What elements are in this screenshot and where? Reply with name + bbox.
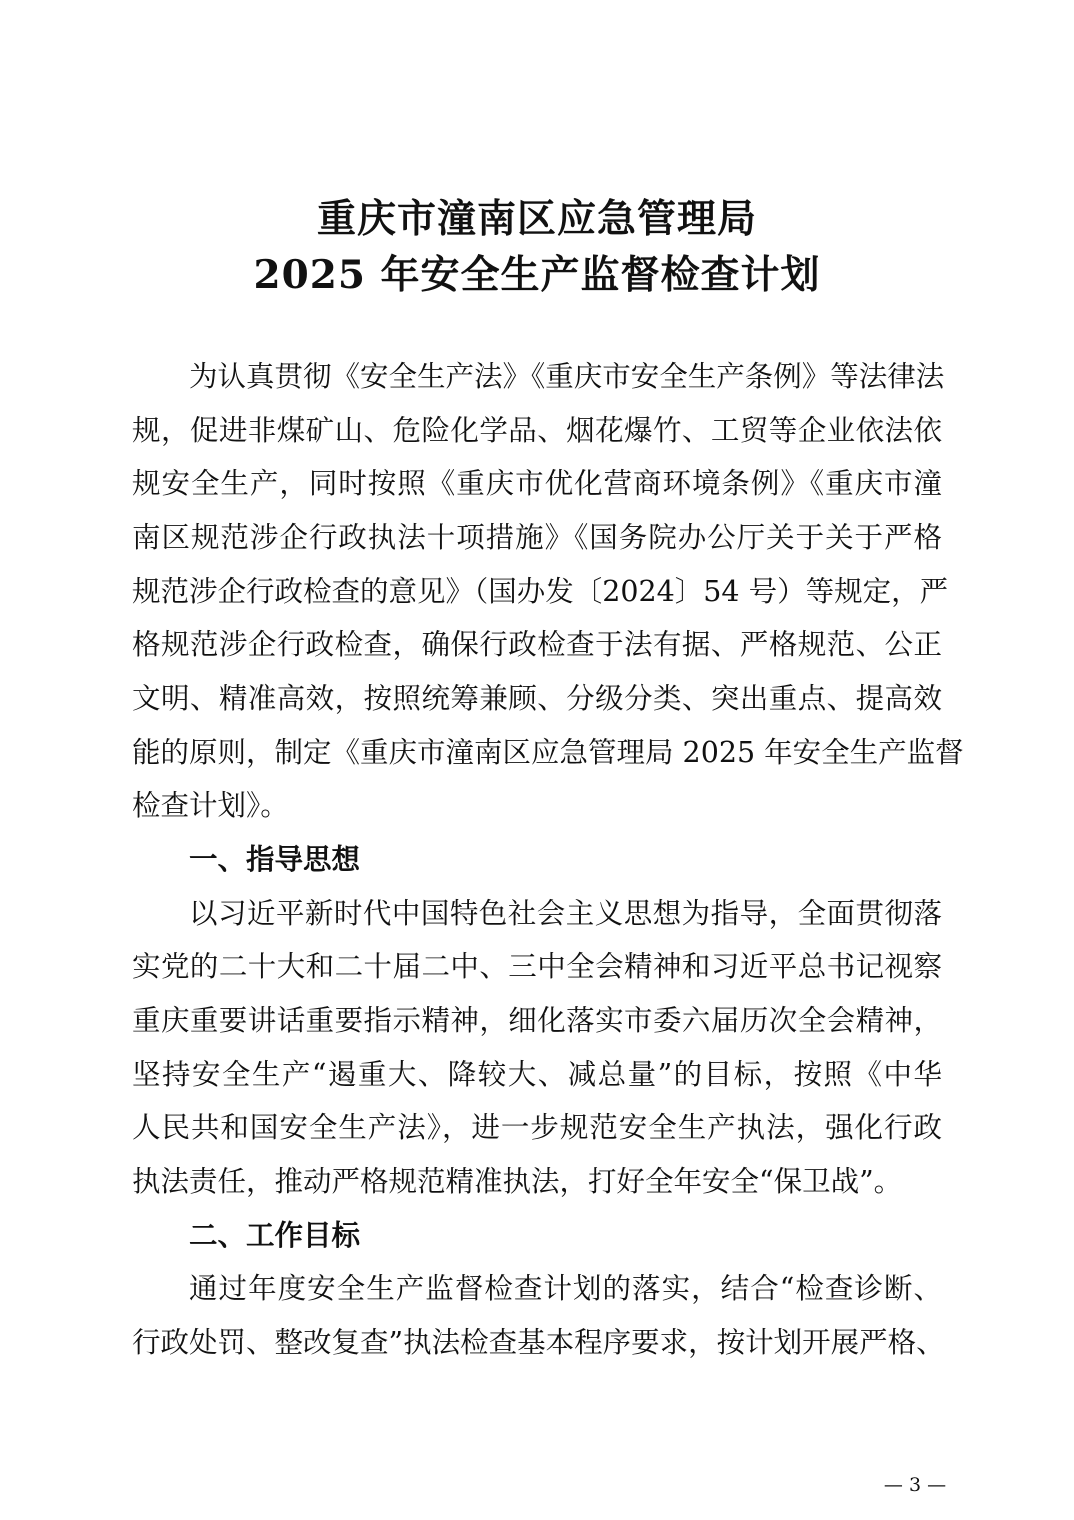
section1-line: 实党的二十大和二十届二中、三中全会精神和习近平总书记视察 [132, 950, 942, 983]
intro-line: 规安全生产，同时按照《重庆市优化营商环境条例》《重庆市潼 [132, 467, 942, 500]
document-title-line-2: 2025 年安全生产监督检查计划 [253, 252, 821, 298]
section2-line: 通过年度安全生产监督检查计划的落实，结合“检查诊断、 [189, 1272, 942, 1305]
section1-line: 执法责任，推动严格规范精准执法，打好全年安全“保卫战”。 [132, 1165, 903, 1198]
section1-line: 坚持安全生产“遏重大、降较大、减总量”的目标，按照《中华 [132, 1058, 942, 1091]
intro-line: 检查计划》。 [132, 789, 289, 822]
section1-line: 重庆重要讲话重要指示精神，细化落实市委六届历次全会精神， [132, 1004, 942, 1037]
intro-line: 南区规范涉企行政执法十项措施》《国务院办公厅关于关于严格 [132, 521, 942, 554]
section1-line: 以习近平新时代中国特色社会主义思想为指导，全面贯彻落 [189, 897, 942, 930]
section2-line: 行政处罚、整改复查”执法检查基本程序要求，按计划开展严格、 [132, 1326, 945, 1359]
intro-line: 规范涉企行政检查的意见》（国办发〔2024〕54 号）等规定，严 [132, 575, 949, 608]
page-number: — 3 — [883, 1474, 947, 1496]
intro-line: 能的原则，制定《重庆市潼南区应急管理局 2025 年安全生产监督 [132, 736, 964, 769]
intro-line: 文明、精准高效，按照统筹兼顾、分级分类、突出重点、提高效 [132, 682, 942, 715]
document-title-line-1: 重庆市潼南区应急管理局 [316, 196, 757, 242]
intro-line: 格规范涉企行政检查，确保行政检查于法有据、严格规范、公正 [132, 628, 942, 661]
intro-line: 为认真贯彻《安全生产法》《重庆市安全生产条例》等法律法 [189, 360, 945, 393]
intro-line: 规，促进非煤矿山、危险化学品、烟花爆竹、工贸等企业依法依 [132, 414, 942, 447]
section-heading-guiding-ideology: 一、指导思想 [189, 843, 361, 876]
section-heading-work-goals: 二、工作目标 [189, 1219, 361, 1252]
section1-line: 人民共和国安全生产法》，进一步规范安全生产执法，强化行政 [132, 1111, 942, 1144]
